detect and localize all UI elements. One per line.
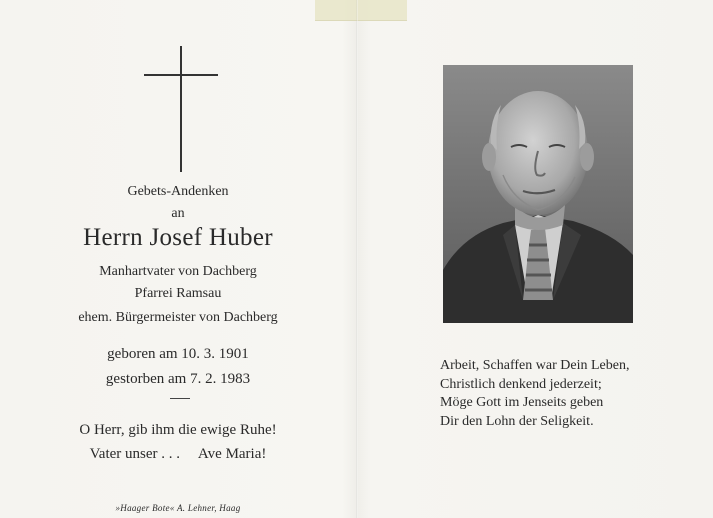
- poem-line: Möge Gott im Jenseits geben: [440, 395, 604, 410]
- role-line: Manhartvater von Dachberg: [99, 264, 257, 279]
- cross-icon: [144, 46, 218, 172]
- printer-imprint: »Haager Bote« A. Lehner, Haag: [115, 503, 241, 513]
- left-panel: [0, 0, 356, 518]
- deceased-name: Herrn Josef Huber: [83, 224, 273, 251]
- divider: [170, 398, 190, 399]
- prayer-line: Vater unser . . . Ave Maria!: [89, 446, 267, 462]
- poem: [440, 357, 629, 431]
- poem-line: Christlich denkend jederzeit;: [440, 376, 602, 392]
- card-fold: [356, 0, 358, 518]
- prayer-line: O Herr, gib ihm die ewige Ruhe!: [79, 422, 277, 438]
- death-date: gestorben am 7. 2. 1983: [105, 371, 251, 387]
- poem-line: Dir den Lohn der Seligkeit.: [440, 413, 594, 429]
- role-line: Pfarrei Ramsau: [134, 286, 222, 301]
- portrait-photo: [443, 65, 633, 323]
- birth-date: geboren am 10. 3. 1901: [107, 346, 249, 362]
- header-text: Gebets-Andenken: [127, 184, 229, 199]
- connector-text: an: [171, 206, 185, 221]
- poem-line: Arbeit, Schaffen war Dein Leben,: [440, 358, 630, 373]
- role-line: ehem. Bürgermeister von Dachberg: [78, 310, 278, 325]
